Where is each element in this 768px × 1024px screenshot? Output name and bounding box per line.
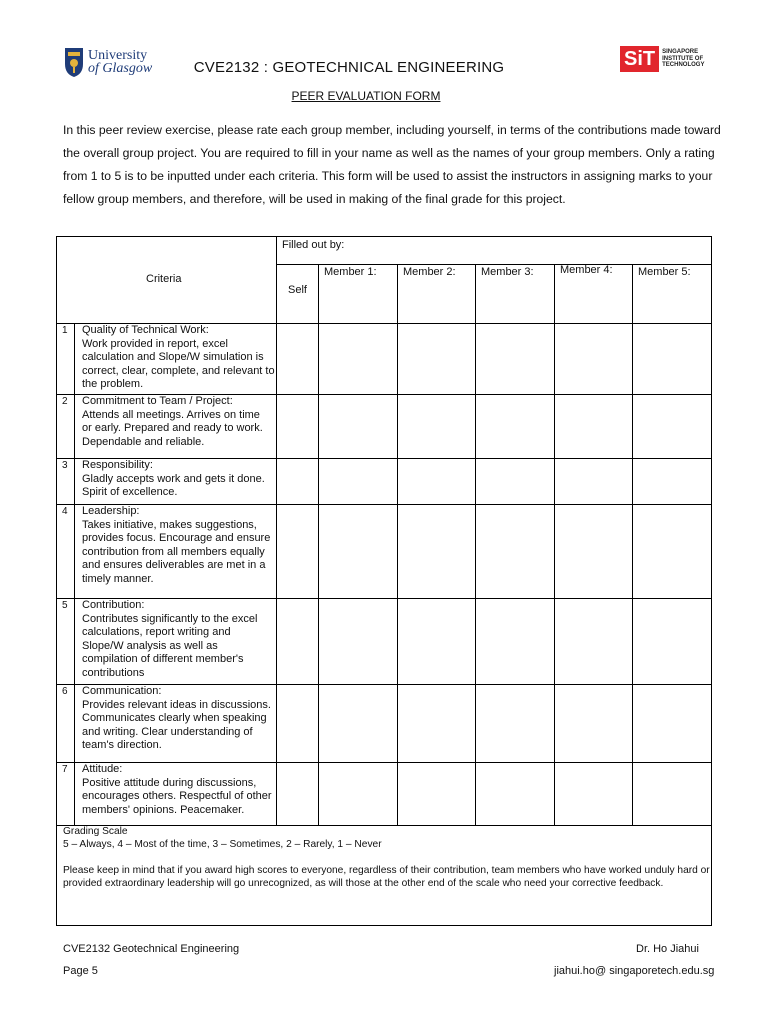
criterion-line: Dependable and reliable. (82, 435, 205, 448)
score-cell[interactable] (633, 685, 712, 762)
document-title-text: CVE2132 : GEOTECHNICAL ENGINEERING (193, 59, 505, 76)
logo-line-2: of Glasgow (88, 61, 153, 76)
score-cell[interactable] (398, 395, 475, 458)
score-cell[interactable] (398, 505, 475, 598)
table-border-left (56, 236, 57, 926)
score-cell[interactable] (277, 599, 318, 684)
member-column-header-3: Member 3: (481, 266, 534, 278)
score-cell[interactable] (398, 599, 475, 684)
criterion-line: Leadership: (82, 505, 140, 517)
score-cell[interactable] (398, 459, 475, 504)
sit-logo-word-1: SINGAPORE (662, 49, 699, 56)
header-separator (276, 264, 712, 265)
criterion-line: encourages others. Respectful of other (82, 790, 272, 803)
footer-author: Dr. Ho Jiahui (636, 943, 699, 955)
criterion-line: Communicates clearly when speaking (82, 712, 267, 725)
member-column-header-2: Member 2: (403, 266, 456, 278)
criterion-description (82, 685, 271, 753)
table-border-top (56, 236, 712, 237)
sit-logo-word-3: TECHNOLOGY (662, 62, 705, 69)
criterion-line: or early. Prepared and ready to work. (82, 422, 263, 435)
criterion-line: Provides relevant ideas in discussions. (82, 698, 271, 711)
score-cell[interactable] (555, 459, 632, 504)
filled-out-by-label: Filled out by: (282, 239, 345, 251)
score-cell[interactable] (277, 395, 318, 458)
criterion-description (82, 599, 257, 681)
self-column-header: Self (288, 284, 307, 296)
criterion-line: correct, clear, complete, and relevant to (82, 364, 275, 377)
footer-course: CVE2132 Geotechnical Engineering (63, 943, 240, 955)
score-cell[interactable] (555, 395, 632, 458)
score-cell[interactable] (476, 395, 554, 458)
criterion-line: Takes initiative, makes suggestions, (82, 518, 257, 531)
criteria-header: Criteria (146, 273, 182, 285)
criterion-line: and writing. Clear understanding of (82, 725, 253, 738)
criterion-line: contributions (82, 666, 145, 679)
criterion-line: provides focus. Encourage and ensure (82, 532, 271, 545)
criterion-line: the problem. (82, 378, 144, 391)
criterion-line: Communication: (82, 685, 162, 697)
criterion-description (82, 763, 272, 817)
criterion-line: and ensures deliverables are met in a (82, 559, 266, 572)
score-cell[interactable] (476, 685, 554, 762)
score-cell[interactable] (633, 505, 712, 598)
criterion-number: 1 (62, 325, 68, 336)
criterion-description (82, 395, 263, 449)
criterion-line: members' opinions. Peacemaker. (82, 803, 245, 816)
score-cell[interactable] (476, 324, 554, 394)
score-cell[interactable] (319, 324, 397, 394)
score-cell[interactable] (319, 395, 397, 458)
criterion-line: Quality of Technical Work: (82, 324, 209, 336)
score-cell[interactable] (398, 763, 475, 825)
score-cell[interactable] (555, 599, 632, 684)
criterion-line: calculation and Slope/W simulation is (82, 351, 264, 364)
criterion-number: 3 (62, 460, 68, 471)
score-cell[interactable] (277, 459, 318, 504)
criterion-line: Attends all meetings. Arrives on time (82, 408, 260, 421)
grading-scale-title: Grading Scale (63, 826, 128, 837)
criterion-number: 4 (62, 506, 68, 517)
score-cell[interactable] (277, 685, 318, 762)
score-cell[interactable] (277, 324, 318, 394)
score-cell[interactable] (476, 459, 554, 504)
member-column-header-5: Member 5: (638, 266, 691, 278)
criterion-line: compilation of different member's (82, 653, 244, 666)
score-cell[interactable] (555, 763, 632, 825)
grading-scale-values: 5 – Always, 4 – Most of the time, 3 – Sometimes, 2 – Rarely, 1 – Never (63, 839, 382, 850)
score-cell[interactable] (277, 505, 318, 598)
criterion-description (82, 459, 265, 500)
criterion-line: Contribution: (82, 599, 145, 611)
criterion-line: Positive attitude during discussions, (82, 776, 257, 789)
grading-scale-block (63, 825, 733, 890)
footer-page-number: Page 5 (63, 965, 98, 977)
grading-warning: Please keep in mind that if you award high scores to everyone, regardless of their contribution, team members who have worked unduly hard or provided extraordinary leadership will go unrecognized, as will those at the other end of the scale who need your corrective feedback. (63, 865, 710, 889)
sit-logo-mark: SiT (620, 46, 659, 72)
intro-paragraph: In this peer review exercise, please rate each group member, including yourself, in terms of the contributions made toward the overall group project. You are required to fill in your name as well as the names of your group members. Only a rating from 1 to 5 is to be inputted under each criteria. This form will be used to assist the instructors in assigning marks to your fellow group members, and therefore, will be used in making of the final grade for this project. (63, 123, 721, 206)
score-cell[interactable] (633, 459, 712, 504)
score-cell[interactable] (555, 324, 632, 394)
criterion-line: Spirit of excellence. (82, 486, 178, 499)
criterion-line: Slope/W analysis as well as (82, 639, 218, 652)
score-cell[interactable] (476, 505, 554, 598)
score-cell[interactable] (319, 763, 397, 825)
criterion-line: team's direction. (82, 739, 162, 752)
score-cell[interactable] (277, 763, 318, 825)
sit-logo-word-2: INSTITUTE OF (662, 55, 704, 62)
score-cell[interactable] (476, 763, 554, 825)
score-cell[interactable] (555, 685, 632, 762)
criterion-description (82, 324, 275, 392)
criterion-line: Gladly accepts work and gets it done. (82, 472, 265, 485)
criterion-number: 2 (62, 396, 68, 407)
criterion-number: 7 (62, 764, 68, 775)
score-cell[interactable] (633, 763, 712, 825)
member-column-header-4: Member 4: (560, 264, 613, 276)
criterion-line: Commitment to Team / Project: (82, 395, 233, 407)
score-cell[interactable] (319, 599, 397, 684)
criterion-line: contribution from all members equally (82, 545, 265, 558)
footer-email: jiahui.ho@ singaporetech.edu.sg (554, 965, 715, 977)
score-cell[interactable] (633, 599, 712, 684)
member-column-header-1: Member 1: (324, 266, 377, 278)
criterion-line: Work provided in report, excel (82, 337, 228, 350)
number-column-divider (74, 323, 75, 825)
score-cell[interactable] (398, 324, 475, 394)
criterion-line: calculations, report writing and (82, 626, 231, 639)
logo-line-1: University (88, 48, 148, 63)
score-cell[interactable] (633, 395, 712, 458)
form-title-text: PEER EVALUATION FORM (291, 89, 441, 103)
table-border-bottom (56, 925, 712, 926)
score-cell[interactable] (555, 505, 632, 598)
criterion-number: 6 (62, 686, 68, 697)
score-cell[interactable] (633, 324, 712, 394)
document-title (0, 59, 768, 76)
score-cell[interactable] (319, 505, 397, 598)
criterion-line: Contributes significantly to the excel (82, 612, 258, 625)
criterion-number: 5 (62, 600, 68, 611)
score-cell[interactable] (319, 685, 397, 762)
criterion-description (82, 505, 270, 587)
criterion-line: Responsibility: (82, 459, 153, 471)
form-title (0, 89, 768, 103)
criterion-line: timely manner. (82, 572, 154, 585)
peer-evaluation-table (56, 236, 712, 926)
criterion-line: Attitude: (82, 763, 123, 775)
score-cell[interactable] (476, 599, 554, 684)
score-cell[interactable] (398, 685, 475, 762)
score-cell[interactable] (319, 459, 397, 504)
